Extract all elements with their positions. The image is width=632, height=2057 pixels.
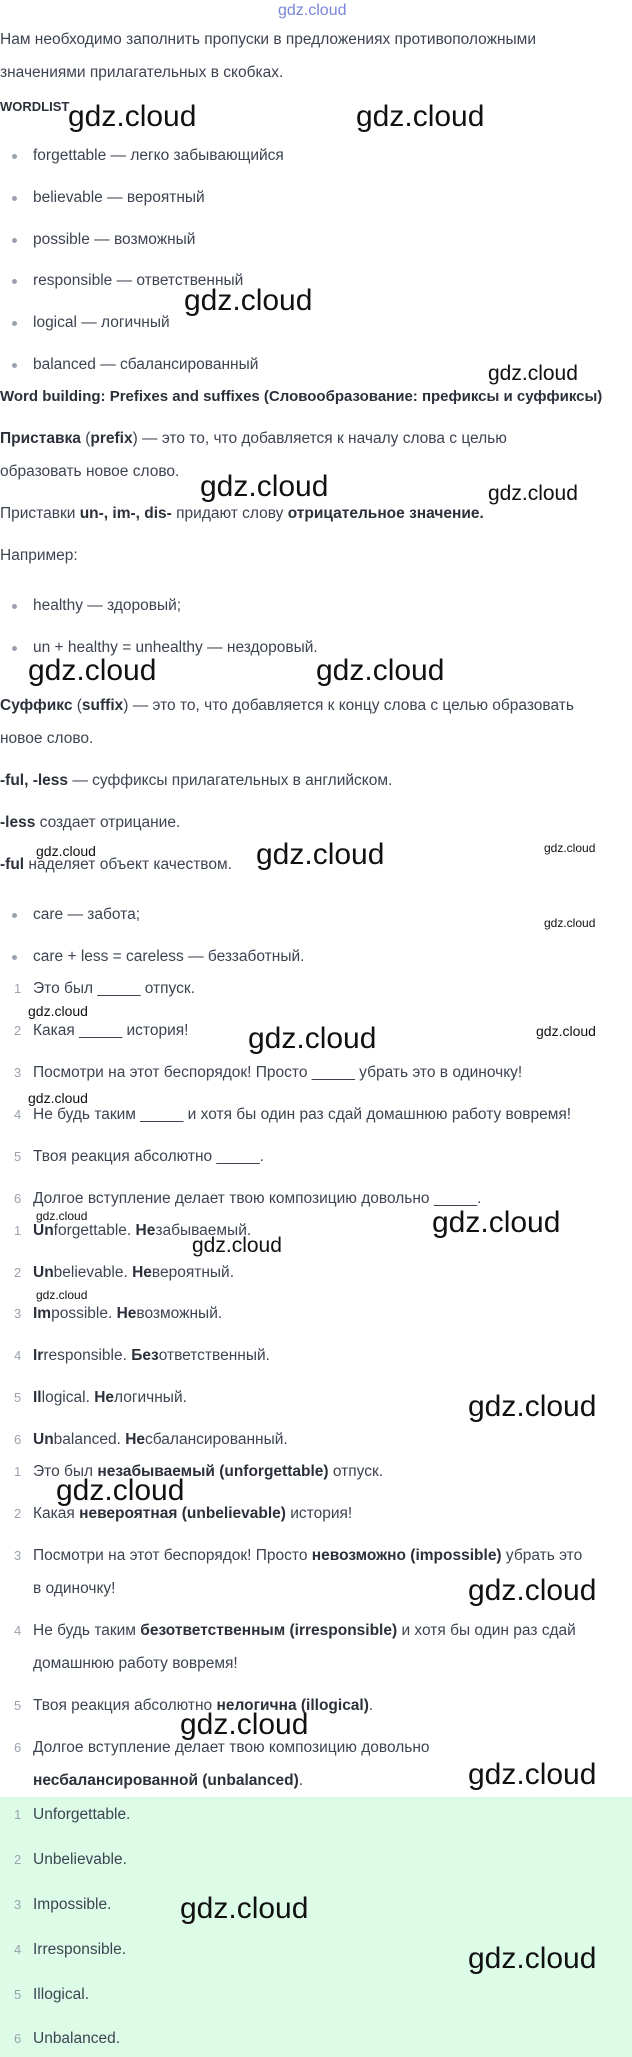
bullet-icon: [12, 238, 17, 243]
prefix-definition: Приставка (prefix) — это то, что добавляется к началу слова с целью: [0, 430, 507, 447]
bullet-icon: [12, 363, 17, 368]
watermark: gdz.cloud: [468, 1574, 597, 1607]
watermark: gdz.cloud: [36, 1288, 88, 1302]
watermark: gdz.cloud: [256, 838, 385, 871]
watermark: gdz.cloud: [68, 100, 197, 133]
task-line-1: Нам необходимо заполнить пропуски в предложениях противоположными: [0, 31, 536, 48]
less-rule: -less создает отрицание.: [0, 814, 181, 831]
section-heading: Word building: Prefixes and suffixes (Словообразование: префиксы и суффиксы): [0, 388, 603, 405]
watermark: gdz.cloud: [180, 1892, 309, 1925]
watermark: gdz.cloud: [248, 1022, 377, 1055]
watermark: gdz.cloud: [488, 362, 578, 385]
bullet-icon: [12, 646, 17, 651]
bullet-icon: [12, 955, 17, 960]
bullet-icon: [12, 321, 17, 326]
watermark: gdz.cloud: [36, 1209, 88, 1223]
suffix-definition-cont: новое слово.: [0, 730, 94, 747]
watermark: gdz.cloud: [544, 916, 596, 930]
wordlist-title: WORDLIST: [0, 99, 70, 114]
watermark: gdz.cloud: [28, 1090, 88, 1106]
watermark: gdz.cloud: [180, 1708, 309, 1741]
watermark: gdz.cloud: [200, 470, 329, 503]
watermark: gdz.cloud: [468, 1942, 597, 1975]
watermark: gdz.cloud: [192, 1234, 282, 1257]
watermark: gdz.cloud: [356, 100, 485, 133]
watermark: gdz.cloud: [28, 1003, 88, 1019]
watermark: gdz.cloud: [56, 1474, 185, 1507]
bullet-icon: [12, 154, 17, 159]
watermark-top: gdz.cloud: [278, 2, 347, 19]
watermark: gdz.cloud: [316, 654, 445, 687]
watermark: gdz.cloud: [488, 482, 578, 505]
watermark: gdz.cloud: [468, 1758, 597, 1791]
bullet-icon: [12, 604, 17, 609]
bullet-icon: [12, 913, 17, 918]
task-line-2: значениями прилагательных в скобках.: [0, 64, 284, 81]
watermark: gdz.cloud: [184, 284, 313, 317]
watermark: gdz.cloud: [432, 1206, 561, 1239]
watermark: gdz.cloud: [468, 1390, 597, 1423]
example-label: Например:: [0, 547, 78, 564]
prefix-definition-cont: образовать новое слово.: [0, 463, 180, 480]
bullet-icon: [12, 279, 17, 284]
ful-rule: -ful наделяет объект качеством.: [0, 856, 232, 873]
prefixes-rule: Приставки un-, im-, dis- придают слову отрицательное значение.: [0, 505, 484, 522]
bullet-icon: [12, 196, 17, 201]
watermark: gdz.cloud: [36, 843, 96, 859]
answers-block: [0, 1797, 632, 2057]
suffixes-rule: -ful, -less — суффиксы прилагательных в английском.: [0, 772, 393, 789]
watermark: gdz.cloud: [536, 1023, 596, 1039]
watermark: gdz.cloud: [28, 654, 157, 687]
suffix-definition: Суффикс (suffix) — это то, что добавляется к концу слова с целью образовать: [0, 697, 574, 714]
watermark: gdz.cloud: [544, 841, 596, 855]
